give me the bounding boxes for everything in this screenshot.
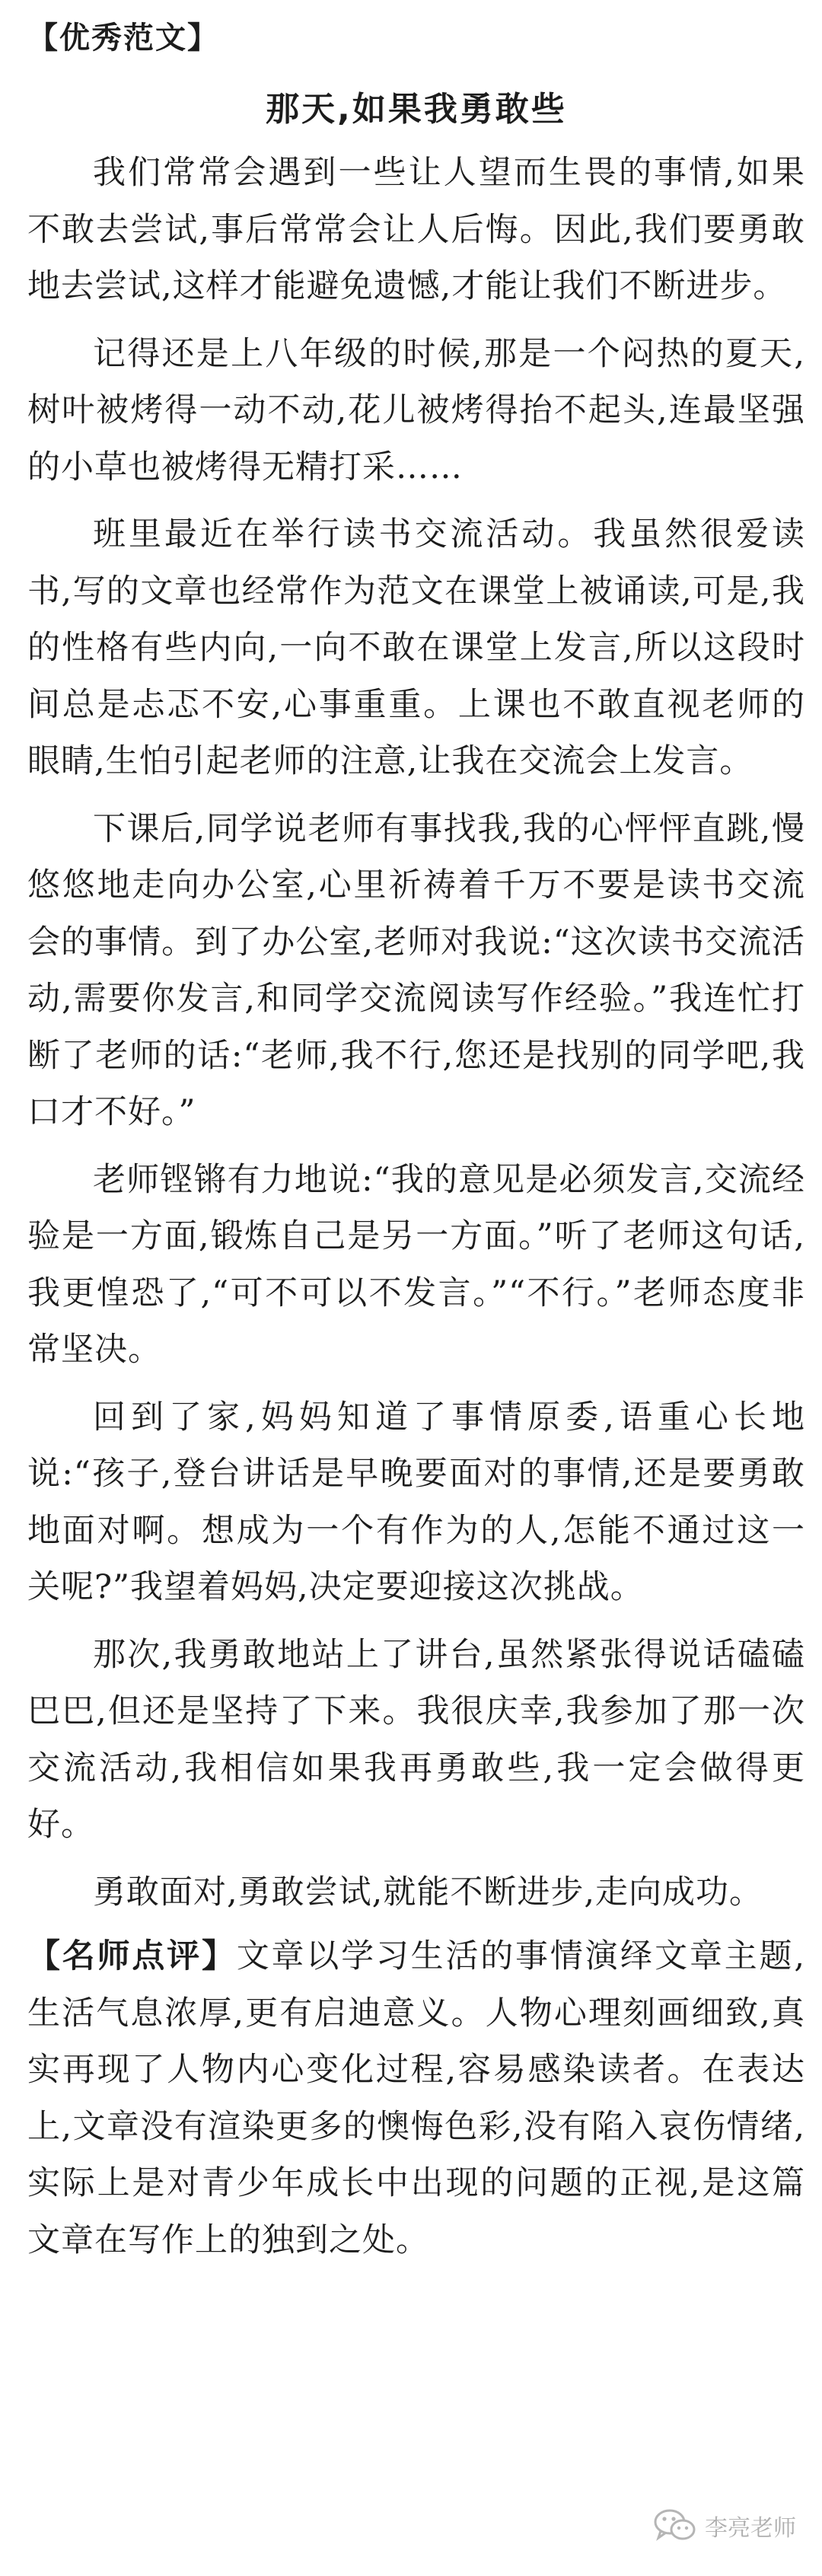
article-paragraph-5: 老师铿锵有力地说:“我的意见是必须发言,交流经验是一方面,锻炼自己是另一方面。”听了老师这句话,我更惶恐了,“可不可以不发言。”“不行。”老师态度非常坚决。 xyxy=(27,1160,805,1369)
article-paragraph-3: 班里最近在举行读书交流活动。我虽然很爱读书,写的文章也经常作为范文在课堂上被诵读,可是,我的性格有些内向,一向不敢在课堂上发言,所以这段时间总是忐忑不安,心事重重。上课也不敢直视老师的眼睛,生怕引起老师的注意,让我在交流会上发言。 xyxy=(27,515,805,780)
watermark-text: 李亮老师 xyxy=(705,2515,796,2542)
article-paragraph-7: 那次,我勇敢地站上了讲台,虽然紧张得说话磕磕巴巴,但还是坚持了下来。我很庆幸,我参加了那一次交流活动,我相信如果我再勇敢些,我一定会做得更好。 xyxy=(27,1635,805,1844)
article-paragraph-6: 回到了家,妈妈知道了事情原委,语重心长地说:“孩子,登台讲话是早晚要面对的事情,还是要勇敢地面对啊。想成为一个有作为的人,怎能不通过这一关呢?”我望着妈妈,决定要迎接这次挑战。 xyxy=(27,1398,805,1606)
article-paragraph-4: 下课后,同学说老师有事找我,我的心怦怦直跳,慢悠悠地走向办公室,心里祈祷着千万不要是读书交流会的事情。到了办公室,老师对我说:“这次读书交流活动,需要你发言,和同学交流阅读写作经验。”我连忙打断了老师的话:“老师,我不行,您还是找别的同学吧,我口才不好。” xyxy=(27,809,805,1131)
article-paragraph-2: 记得还是上八年级的时候,那是一个闷热的夏天,树叶被烤得一动不动,花儿被烤得抬不起头,连最坚强的小草也被烤得无精打采…… xyxy=(27,334,805,486)
teacher-review xyxy=(27,1928,805,2268)
article-paragraph-1: 我们常常会遇到一些让人望而生畏的事情,如果不敢去尝试,事后常常会让人后悔。因此,我们要勇敢地去尝试,这样才能避免遗憾,才能让我们不断进步。 xyxy=(27,154,805,305)
section-label: 【优秀范文】 xyxy=(27,21,219,56)
article-paragraph-8: 勇敢面对,勇敢尝试,就能不断进步,走向成功。 xyxy=(93,1873,763,1911)
review-text: 文章以学习生活的事情演绎文章主题,生活气息浓厚,更有启迪意义。人物心理刻画细致,真实再现了人物内心变化过程,容易感染读者。在表达上,文章没有渲染更多的懊悔色彩,没有陷入哀伤情绪,实际上是对青少年成长中出现的问题的正视,是这篇文章在写作上的独到之处。 xyxy=(27,1937,806,2259)
review-label: 【名师点评】 xyxy=(27,1937,237,1975)
wechat-icon xyxy=(653,2507,697,2544)
watermark xyxy=(653,2507,796,2544)
article-title: 那天,如果我勇敢些 xyxy=(266,90,567,129)
